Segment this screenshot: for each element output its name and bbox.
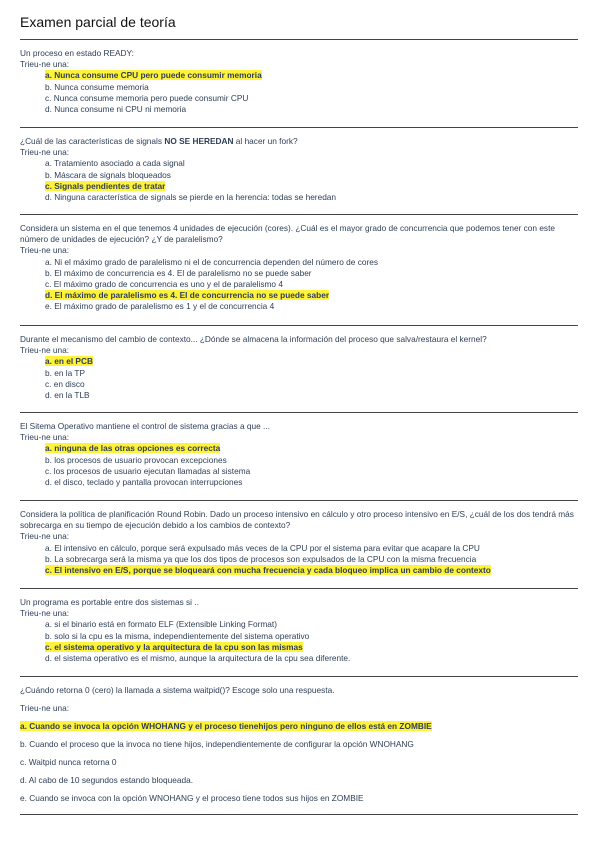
divider (20, 39, 578, 40)
answer-option[interactable]: d. Al cabo de 10 segundos estando bloqueada. (20, 775, 193, 785)
answer-option[interactable]: a. si el binario está en formato ELF (Extensible Linking Format) (45, 619, 277, 630)
divider (20, 127, 578, 128)
prompt-label: Trieu-ne una: (20, 59, 70, 70)
question-7 (20, 597, 580, 664)
prompt-label: Trieu-ne una: (20, 531, 70, 542)
answer-option-selected[interactable]: a. Nunca consume CPU pero puede consumir memoria (45, 70, 262, 81)
answer-option[interactable]: b. La sobrecarga será la misma ya que los dos tipos de procesos son expulsados de la CPU con la misma frecuencia (45, 553, 477, 564)
answer-option[interactable]: b. Nunca consume memoria (45, 81, 149, 92)
question-stem: ¿Cuándo retorna 0 (cero) la llamada a sistema waitpid()? Escoge solo una respuesta. (20, 685, 335, 695)
divider (20, 412, 578, 413)
answer-option[interactable]: b. Máscara de signals bloqueados (45, 169, 171, 180)
answer-option[interactable]: e. Cuando se invoca con la opción WNOHANG y el proceso tiene todos sus hijos en ZOMBIE (20, 793, 364, 803)
prompt-label: Trieu-ne una: (20, 147, 70, 158)
answer-option-selected[interactable]: a. ninguna de las otras opciones es correcta (45, 443, 221, 454)
answer-option-selected[interactable]: c. El intensivo en E/S, porque se bloqueará con mucha frecuencia y cada bloqueo implica un cambio de contexto (45, 565, 491, 576)
question-stem: Considera un sistema en el que tenemos 4 unidades de ejecución (cores). ¿Cuál es el mayor grado de concurrencia que podemos tener con este número de unidades de ejecución? ¿Y de paralelismo? (20, 223, 555, 245)
answer-option[interactable]: a. Tratamiento asociado a cada signal (45, 158, 185, 169)
answer-option[interactable]: c. en disco (45, 378, 85, 389)
answer-option[interactable]: e. El máximo grado de paralelismo es 1 y el de concurrencia 4 (45, 301, 275, 312)
page-title: Examen parcial de teoría (20, 14, 176, 30)
question-3 (20, 223, 580, 313)
answer-option[interactable]: d. el sistema operativo es el mismo, aunque la arquitectura de la cpu sea diferente. (45, 653, 351, 664)
prompt-label: Trieu-ne una: (20, 432, 70, 443)
prompt-label: Trieu-ne una: (20, 245, 70, 256)
prompt-label: Trieu-ne una: (20, 608, 70, 619)
emphasis-text: NO SE HEREDAN (164, 136, 234, 146)
question-8 (20, 685, 580, 804)
answer-option[interactable]: a. El intensivo en cálculo, porque será expulsado más veces de la CPU por el sistema para evitar que acapare la CPU (45, 542, 480, 553)
answer-option-selected[interactable]: a. Cuando se invoca la opción WHOHANG y el proceso tienehijos pero ninguno de ellos está en ZOMBIE (20, 721, 432, 731)
answer-option[interactable]: c. Waitpid nunca retorna 0 (20, 757, 117, 767)
question-2 (20, 136, 580, 203)
answer-option-selected[interactable]: d. El máximo de paralelismo es 4. El de concurrencia no se puede saber (45, 290, 330, 301)
question-6 (20, 509, 580, 576)
answer-option-selected[interactable]: c. Signals pendientes de tratar (45, 180, 166, 191)
answer-option[interactable]: d. Nunca consume ni CPU ni memoria (45, 104, 187, 115)
question-5 (20, 421, 580, 488)
question-stem: El Sitema Operativo mantiene el control de sistema gracias a que ... (20, 421, 270, 431)
answer-option[interactable]: d. el disco, teclado y pantalla provocan interrupciones (45, 477, 243, 488)
question-stem: Considera la política de planificación Round Robin. Dado un proceso intensivo en cálculo y otro proceso intensivo en E/S, ¿cuál de los dos tendrá más sobrecarga en su tiempo de ejecución debido a los cambios de contexto? (20, 509, 574, 531)
divider (20, 214, 578, 215)
answer-option-selected[interactable]: c. el sistema operativo y la arquitectura de la cpu son las mismas (45, 641, 303, 652)
answer-option[interactable]: c. El máximo grado de concurrencia es uno y el de paralelismo 4 (45, 279, 283, 290)
divider (20, 676, 578, 677)
answer-option[interactable]: b. El máximo de concurrencia es 4. El de paralelismo no se puede saber (45, 267, 312, 278)
divider (20, 588, 578, 589)
answer-option[interactable]: d. en la TLB (45, 390, 90, 401)
question-stem: Un programa es portable entre dos sistemas si .. (20, 597, 199, 607)
prompt-label: Trieu-ne una: (20, 345, 70, 356)
divider (20, 814, 578, 815)
answer-option[interactable]: a. Ni el máximo grado de paralelismo ni el de concurrencia dependen del número de cores (45, 256, 378, 267)
question-4 (20, 334, 580, 401)
answer-option-selected[interactable]: a. en el PCB (45, 356, 93, 367)
question-stem: Un proceso en estado READY: (20, 48, 134, 58)
question-stem: ¿Cuál de las características de signals NO SE HEREDAN al hacer un fork? (20, 136, 298, 146)
question-stem: Durante el mecanismo del cambio de contexto... ¿Dónde se almacena la información del proceso que salva/restaura el kernel? (20, 334, 487, 344)
answer-option[interactable]: c. los procesos de usuario ejecutan llamadas al sistema (45, 465, 251, 476)
answer-option[interactable]: b. en la TP (45, 367, 85, 378)
answer-option[interactable]: d. Ninguna característica de signals se pierde en la herencia: todas se heredan (45, 192, 337, 203)
answer-option[interactable]: b. solo si la cpu es la misma, independientemente del sistema operativo (45, 630, 310, 641)
question-1 (20, 48, 580, 115)
divider (20, 500, 578, 501)
answer-option[interactable]: c. Nunca consume memoria pero puede consumir CPU (45, 92, 249, 103)
answer-option[interactable]: b. los procesos de usuario provocan excepciones (45, 454, 227, 465)
divider (20, 325, 578, 326)
answer-option[interactable]: b. Cuando el proceso que la invoca no tiene hijos, independientemente de configurar la opción WNOHANG (20, 739, 414, 749)
prompt-label: Trieu-ne una: (20, 703, 70, 713)
